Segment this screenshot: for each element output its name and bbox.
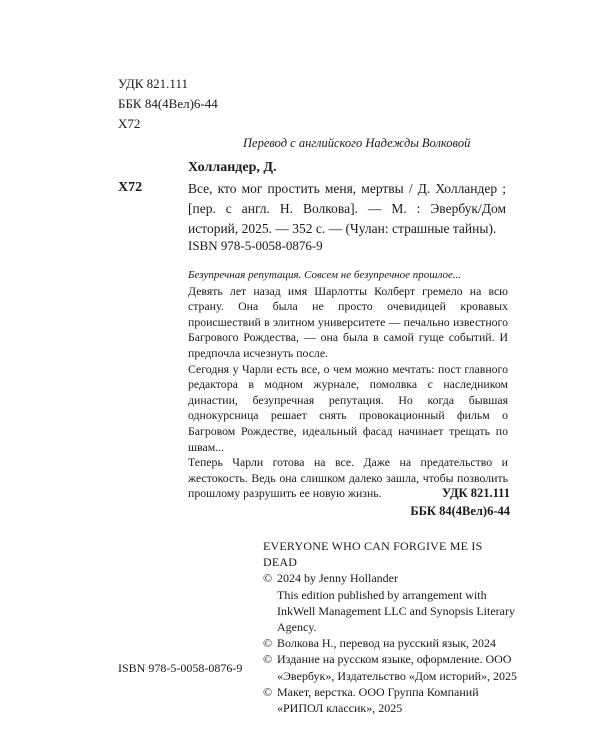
isbn-bottom: ISBN 978-5-0058-0876-9 xyxy=(118,661,243,675)
annotation-paragraph: Девять лет назад имя Шарлотты Колберт гремело на всю страну. Она была не просто очевидицей кровавых происшествий в элитном университете — печально известного Багрового Рождества, — она была в самой гуще событий. И предпочла исчезнуть после. xyxy=(188,283,508,360)
author-sign: Х72 xyxy=(118,116,141,131)
copyright-symbol: © xyxy=(263,636,273,651)
copyright-line xyxy=(263,635,518,651)
copyright-author: 2024 by Jenny Hollander xyxy=(277,571,398,586)
author-heading: Холландер, Д. xyxy=(188,160,277,175)
copyright-text xyxy=(277,570,518,635)
copyright-line xyxy=(263,684,518,716)
copyright-arrangement: This edition published by arrangement with InkWell Management LLC and Synopsis Literary Agency. xyxy=(277,587,515,635)
copyright-line xyxy=(263,570,518,635)
codes-right xyxy=(360,484,510,520)
copyright-line xyxy=(263,651,518,683)
copyright-symbol: © xyxy=(263,571,273,586)
bbk-code-right: ББК 84(4Вел)6-44 xyxy=(410,504,510,518)
annotation xyxy=(188,268,508,502)
copyright-symbol: © xyxy=(263,652,273,667)
isbn-record: ISBN 978-5-0058-0876-9 xyxy=(188,238,323,253)
bibliographic-description: Все, кто мог простить меня, мертвы / Д. Холландер ; [пер. с англ. Н. Волкова]. — М. : Эвербук/Дом историй, 2025. — 352 с. — (Чулан: страшные тайны). xyxy=(188,181,506,236)
copyright-translation: Волкова Н., перевод на русский язык, 2024 xyxy=(277,636,497,651)
original-title: EVERYONE WHO CAN FORGIVE ME IS DEAD xyxy=(263,539,483,570)
copyright-symbol: © xyxy=(263,684,273,699)
annotation-paragraph: Сегодня у Чарли есть все, о чем можно мечтать: пост главного редактора в модном журнале, помолвка с наследником династии, безупречная репутация. Но когда бывшая однокурсница решает снять провокационный фильм о Багровом Рождестве, идеальный фасад начинает трещать по швам... xyxy=(188,361,508,454)
annotation-paragraph: Теперь Чарли готова на все. Даже на предательство и жестокость. Ведь она слишком далеко зашла, чтобы позволить прошлому разрушить ее новую жизнь. xyxy=(188,455,508,501)
translator-note: Перевод с английского Надежды Волковой xyxy=(243,136,471,150)
catalog-codes xyxy=(118,74,218,134)
copyright-block xyxy=(263,538,518,716)
udk-code: УДК 821.111 xyxy=(118,76,188,91)
bbk-code: ББК 84(4Вел)6-44 xyxy=(118,96,218,111)
record-author-sign: Х72 xyxy=(118,180,143,195)
udk-code-right: УДК 821.111 xyxy=(442,486,510,500)
annotation-intro: Безупречная репутация. Совсем не безупречное прошлое... xyxy=(188,269,462,281)
copyright-layout: Макет, верстка. ООО Группа Компаний «РИПОЛ классик», 2025 xyxy=(277,684,479,716)
copyright-edition: Издание на русском языке, оформление. ООО «Эвербук», Издательство «Дом историй», 2025 xyxy=(277,652,518,683)
